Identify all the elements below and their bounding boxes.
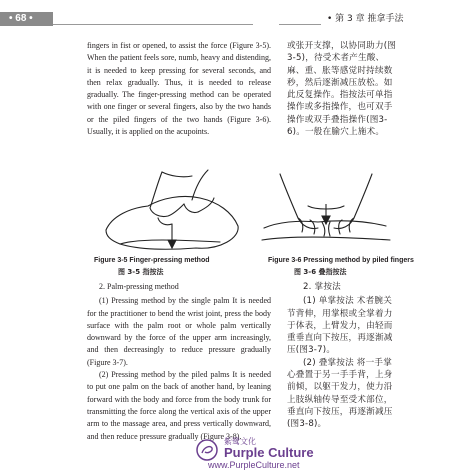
watermark — [196, 436, 338, 472]
paragraph: (1) Pressing method by the single palm It is needed for the practitioner to bend the wrist joint, press the body surface with the palm root or whole palm vertically downward by the force of the upper arm increasingly, and then decreasingly to reduce pressure gradually (Figure 3-7). — [87, 296, 271, 367]
running-head: • 第 3 章 推拿手法 — [327, 14, 404, 24]
paragraph: (2) Pressing method by the piled palms It is needed to put one palm on the back of another hand, by leaning forward with the body and force from the body trunk for transmitting the force along the vertical axis of the upper arm to the massage area, and press vertically downward, and then reduce pressure gradually (Figure 3-8). — [87, 370, 271, 441]
paragraph: (1) 单掌按法 术者腕关节背伸，用掌根或全掌着力于体表，上臂发力，由轻而重垂直向下按压，再逐渐减压(图3-7)。 — [287, 296, 393, 356]
chinese-text-bottom — [287, 281, 400, 431]
figure-3-5-caption-zh: 图 3-5 指按法 — [118, 268, 164, 276]
figure-3-5-caption-en: Figure 3-5 Finger-pressing method — [94, 257, 210, 264]
watermark-brand: Purple Culture — [224, 445, 314, 460]
watermark-chinese: 紫鹭文化 — [224, 437, 256, 446]
paragraph: 或张开支撑，以协同助力(图3-5)，待受术者产生酸、麻、重、胀等感觉时持续数秒，然后逐渐减压放松。如此反复操作。指按法可单指操作或多指操作，也可双手操作或双手叠指操作(图3-6)。一般在腧穴上施术。 — [287, 41, 397, 138]
figure-3-5-illustration — [100, 168, 244, 254]
figure-3-6-caption-en: Figure 3-6 Pressing method by piled fingers — [268, 257, 414, 264]
page-header-left — [0, 12, 250, 28]
figure-3-6-illustration — [258, 170, 394, 254]
figure-3-6-caption-zh: 图 3-6 叠指按法 — [294, 268, 347, 276]
page-header-right — [279, 12, 449, 28]
english-text-top — [87, 40, 271, 138]
paragraph: (2) 叠掌按法 将一手掌心叠置于另一手手背，上身前倾，以躯干发力，使力沿上肢纵轴传导至受术部位，垂直向下按压，再逐渐减压(图3-8)。 — [287, 357, 393, 430]
page-number: • 68 • — [9, 13, 33, 24]
purple-culture-logo-icon — [196, 439, 218, 461]
paragraph: fingers in fist or opened, to assist the force (Figure 3-5). When the patient feels sore, numb, heavy and distending, it is needed to keep pressing for several seconds, and then relax gradually. Thus, it is needed to release gradually. The finger-pressing method can be operated with one finger or several fingers, also by the two hands or the piled fingers of the two hands (Figure 3-6). Usually, it is applied on the acupoints. — [87, 41, 271, 137]
english-text-bottom — [87, 281, 271, 443]
section-heading: 2. 掌按法 — [303, 282, 341, 292]
chinese-text-top — [287, 40, 400, 138]
watermark-url: www.PurpleCulture.net — [208, 460, 300, 470]
section-heading: 2. Palm-pressing method — [99, 282, 179, 291]
header-rule — [53, 24, 253, 25]
header-rule — [279, 24, 321, 25]
